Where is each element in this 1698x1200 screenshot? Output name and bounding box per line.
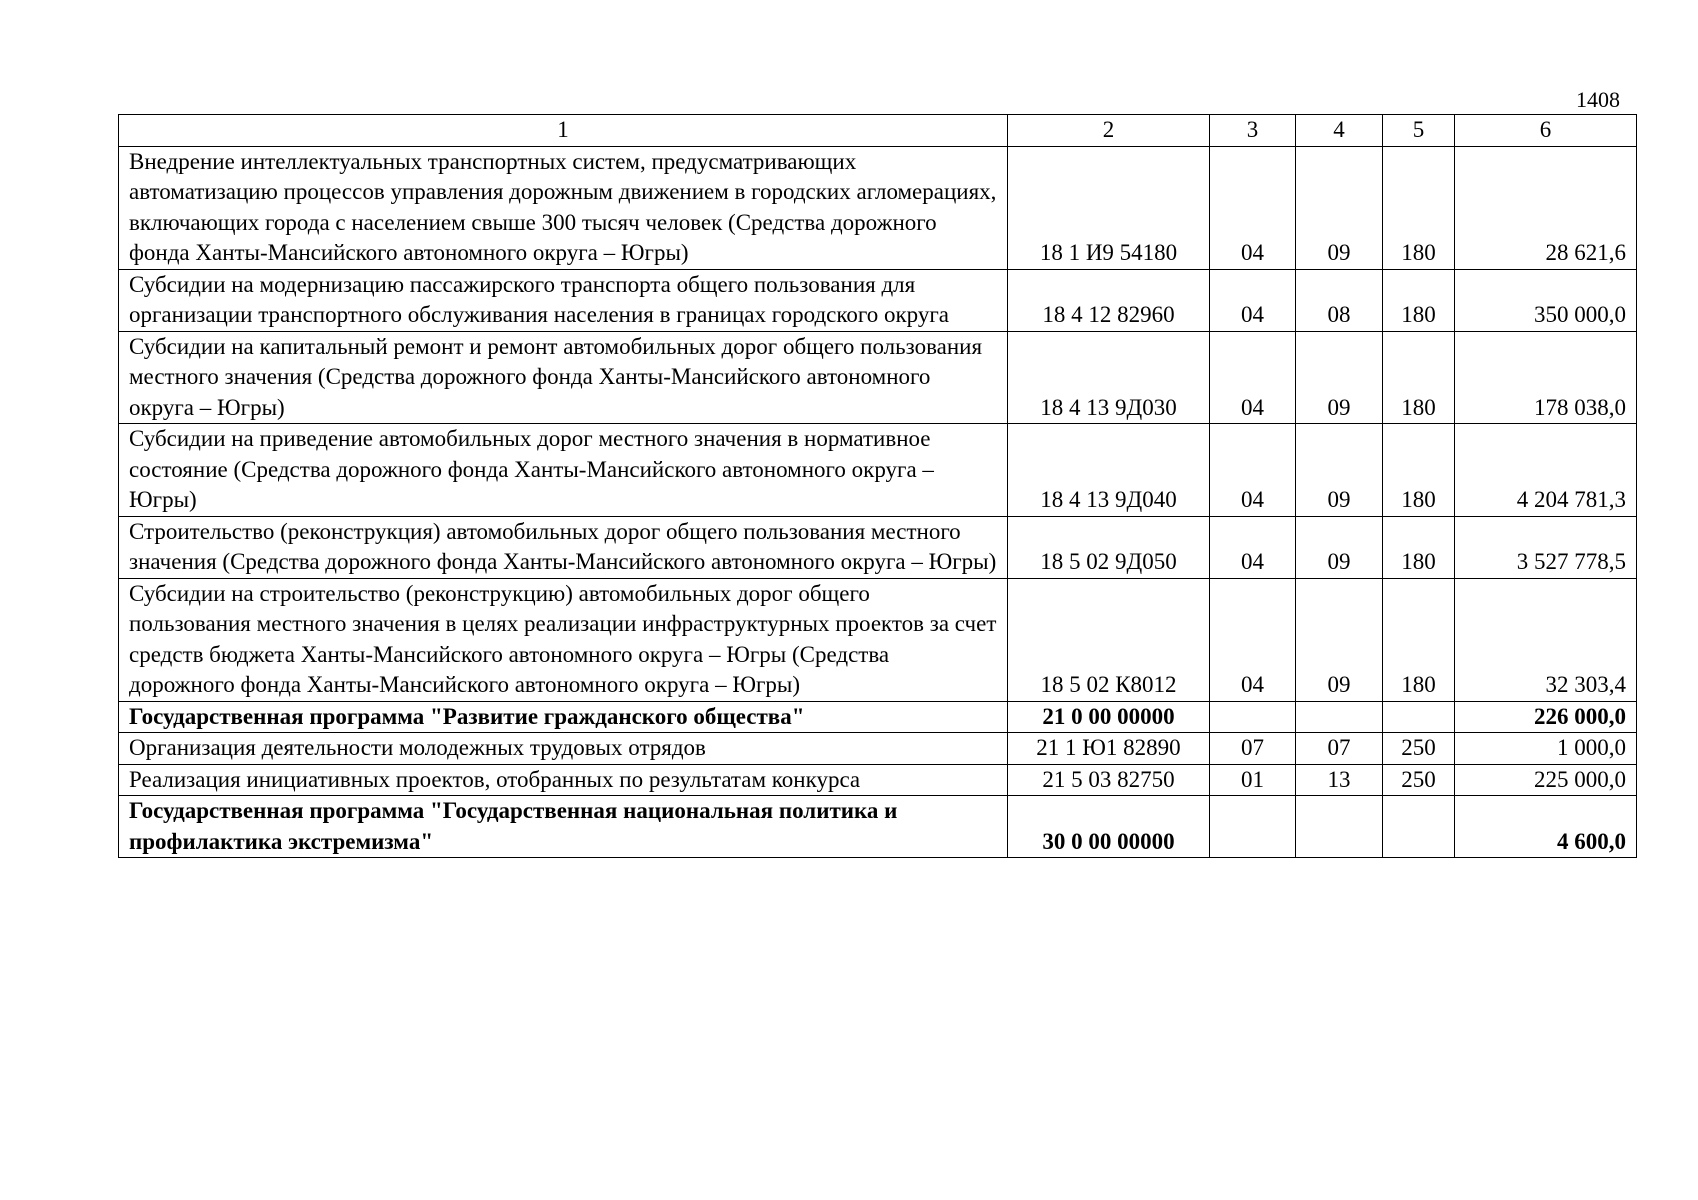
row-col3: 04	[1210, 578, 1296, 701]
program-name: Государственная программа "Государственная национальная политика и профилактика экстремизма"	[119, 796, 1008, 858]
row-code: 18 1 И9 54180	[1008, 146, 1210, 269]
row-col4: 09	[1296, 331, 1383, 424]
row-col5: 250	[1383, 733, 1455, 765]
header-col-6: 6	[1455, 115, 1637, 147]
budget-table	[118, 114, 1637, 858]
row-col4: 09	[1296, 424, 1383, 517]
header-col-4: 4	[1296, 115, 1383, 147]
header-col-5: 5	[1383, 115, 1455, 147]
header-col-3: 3	[1210, 115, 1296, 147]
table-row	[119, 331, 1637, 424]
row-col4	[1296, 701, 1383, 733]
row-name: Организация деятельности молодежных трудовых отрядов	[119, 733, 1008, 765]
program-code: 21 0 00 00000	[1008, 701, 1210, 733]
row-name: Субсидии на приведение автомобильных дорог местного значения в нормативное состояние (Средства дорожного фонда Ханты-Мансийского автономного округа – Югры)	[119, 424, 1008, 517]
row-code: 21 1 Ю1 82890	[1008, 733, 1210, 765]
program-total-row	[119, 796, 1637, 858]
table-row	[119, 146, 1637, 269]
row-sum: 1 000,0	[1455, 733, 1637, 765]
row-sum: 28 621,6	[1455, 146, 1637, 269]
row-name: Субсидии на модернизацию пассажирского транспорта общего пользования для организации транспортного обслуживания населения в границах городского округа	[119, 269, 1008, 331]
row-col5	[1383, 796, 1455, 858]
row-col4: 07	[1296, 733, 1383, 765]
row-name: Субсидии на капитальный ремонт и ремонт автомобильных дорог общего пользования местного значения (Средства дорожного фонда Ханты-Мансийского автономного округа – Югры)	[119, 331, 1008, 424]
row-name: Строительство (реконструкция) автомобильных дорог общего пользования местного значения (Средства дорожного фонда Ханты-Мансийского автономного округа – Югры)	[119, 516, 1008, 578]
table-row	[119, 424, 1637, 517]
row-col4: 08	[1296, 269, 1383, 331]
row-code: 18 5 02 9Д050	[1008, 516, 1210, 578]
row-code: 18 4 13 9Д030	[1008, 331, 1210, 424]
row-col3: 07	[1210, 733, 1296, 765]
row-col3: 04	[1210, 331, 1296, 424]
table-row	[119, 764, 1637, 796]
row-col4: 09	[1296, 146, 1383, 269]
row-col4: 09	[1296, 578, 1383, 701]
row-name: Внедрение интеллектуальных транспортных систем, предусматривающих автоматизацию процессов управления дорожным движением в городских агломерациях, включающих города с населением свыше 300 тысяч человек (Средства дорожного фонда Ханты-Мансийского автономного округа – Югры)	[119, 146, 1008, 269]
row-col5: 180	[1383, 578, 1455, 701]
row-code: 18 4 13 9Д040	[1008, 424, 1210, 517]
table-row	[119, 733, 1637, 765]
header-col-2: 2	[1008, 115, 1210, 147]
table-row	[119, 578, 1637, 701]
row-col5: 180	[1383, 516, 1455, 578]
row-col4: 09	[1296, 516, 1383, 578]
table-header-row	[119, 115, 1637, 147]
row-col5: 180	[1383, 331, 1455, 424]
row-sum: 178 038,0	[1455, 331, 1637, 424]
row-col5: 180	[1383, 269, 1455, 331]
program-name: Государственная программа "Развитие гражданского общества"	[119, 701, 1008, 733]
row-col3	[1210, 701, 1296, 733]
row-code: 18 4 12 82960	[1008, 269, 1210, 331]
table-row	[119, 269, 1637, 331]
row-code: 21 5 03 82750	[1008, 764, 1210, 796]
row-sum: 225 000,0	[1455, 764, 1637, 796]
row-name: Реализация инициативных проектов, отобранных по результатам конкурса	[119, 764, 1008, 796]
row-col5: 250	[1383, 764, 1455, 796]
row-sum: 32 303,4	[1455, 578, 1637, 701]
row-col3	[1210, 796, 1296, 858]
row-col3: 04	[1210, 516, 1296, 578]
row-col5: 180	[1383, 146, 1455, 269]
row-col5	[1383, 701, 1455, 733]
program-sum: 226 000,0	[1455, 701, 1637, 733]
program-sum: 4 600,0	[1455, 796, 1637, 858]
row-sum: 4 204 781,3	[1455, 424, 1637, 517]
page-number: 1408	[1576, 87, 1620, 112]
row-code: 18 5 02 К8012	[1008, 578, 1210, 701]
row-col3: 04	[1210, 424, 1296, 517]
row-col3: 04	[1210, 146, 1296, 269]
row-sum: 350 000,0	[1455, 269, 1637, 331]
row-col3: 01	[1210, 764, 1296, 796]
row-col4	[1296, 796, 1383, 858]
row-sum: 3 527 778,5	[1455, 516, 1637, 578]
program-code: 30 0 00 00000	[1008, 796, 1210, 858]
program-total-row	[119, 701, 1637, 733]
row-name: Субсидии на строительство (реконструкцию) автомобильных дорог общего пользования местного значения в целях реализации инфраструктурных проектов за счет средств бюджета Ханты-Мансийского автономного округа – Югры (Средства дорожного фонда Ханты-Мансийского автономного округа – Югры)	[119, 578, 1008, 701]
row-col5: 180	[1383, 424, 1455, 517]
table-row	[119, 516, 1637, 578]
header-col-1: 1	[119, 115, 1008, 147]
row-col4: 13	[1296, 764, 1383, 796]
row-col3: 04	[1210, 269, 1296, 331]
